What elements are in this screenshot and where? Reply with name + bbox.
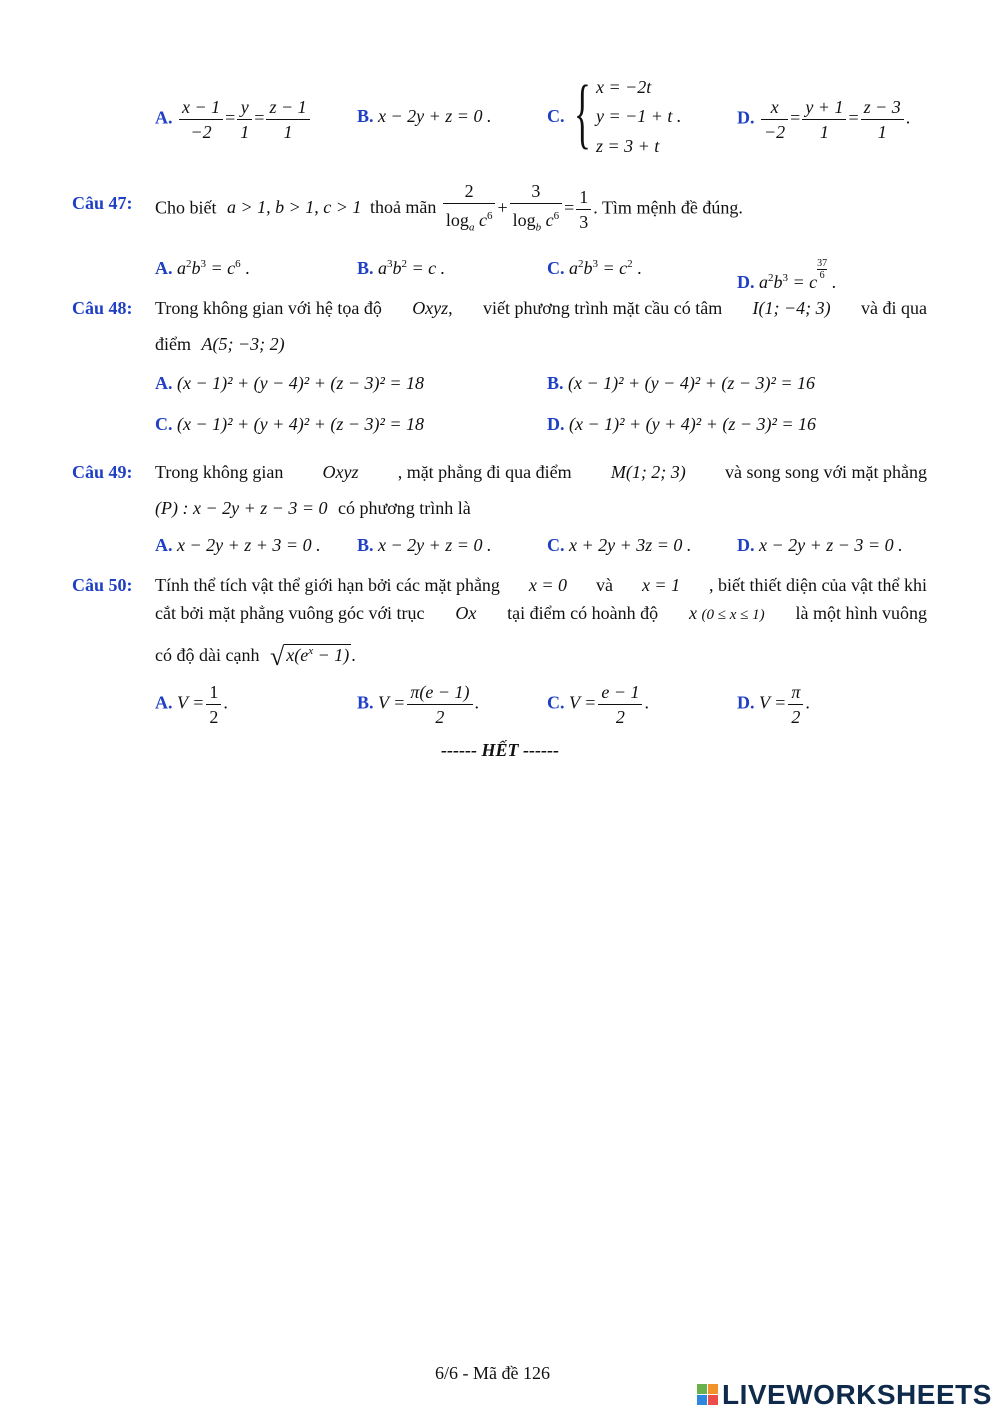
q48-option-b: B. (x − 1)² + (y − 4)² + (z − 3)² = 16	[547, 373, 816, 393]
q46-option-d: D. $\frac{x}{-2}$ = $\frac{y + 1}{1}$ = $\frac{z - 3}{1}$ .	[737, 97, 911, 142]
liveworksheets-logo-icon	[697, 1384, 719, 1406]
q49-option-d: D. x − 2y + z − 3 = 0 .	[737, 535, 903, 555]
system-line-3: z = 3 + t	[596, 136, 660, 156]
page-footer: 6/6 - Mã đề 126	[435, 1363, 550, 1383]
fraction: $\frac{\pi(e - 1)}{2}$	[407, 681, 472, 728]
q47-option-d: D. $a^2b^3 = c$ $\frac{37}{6}$ .	[737, 258, 837, 292]
system-line-2: y = −1 + t .	[596, 106, 682, 126]
q50-option-c: C. V = $\frac{e - 1}{2}$ .	[547, 682, 649, 727]
q46-option-b	[357, 106, 491, 127]
q46-option-c-system	[574, 69, 684, 160]
q48-option-c: C. (x − 1)² + (y + 4)² + (z − 3)² = 18	[155, 414, 425, 434]
q49-stem-line1: Trong không gian Oxyz , mặt phẳng đi qua điểm M(1; 2; 3) và song song với mặt phẳng	[155, 462, 927, 482]
q46-option-a: A. $\frac{x - 1}{-2}$ = $\frac{y}{1}$ = $\frac{z - 1}{1}$	[155, 96, 312, 143]
q50-option-a: A. V = $\frac{1}{2}$ .	[155, 682, 228, 727]
q50-label: Câu 50:	[72, 575, 133, 595]
q47-option-b: B. $a^3b^2 = c$ .	[357, 258, 446, 278]
end-marker: ------ HẾT ------	[441, 740, 559, 760]
sqrt-symbol: √	[269, 642, 285, 671]
fraction: $\frac{\pi}{2}$	[788, 681, 803, 728]
fraction: $\frac{y + 1}{1}$	[802, 96, 846, 143]
sqrt-content: $x(e^x - 1)$	[286, 645, 350, 665]
fraction: $\frac{1}{3}$	[576, 186, 591, 233]
q49-option-b: B. x − 2y + z = 0 .	[357, 535, 492, 555]
q50-stem-line1: Tính thể tích vật thể giới hạn bởi các mặt phẳng x = 0 và x = 1 , biết thiết diện của vật thể khi	[155, 575, 927, 595]
q50-option-d: D. V = $\frac{\pi}{2}$ .	[737, 682, 810, 727]
fraction-exponent: $\frac{37}{6}$	[817, 258, 828, 281]
fraction: $\frac{e - 1}{2}$	[598, 681, 642, 728]
q49-stem-line2: (P) : x − 2y + z − 3 = 0 có phương trình là	[155, 498, 471, 518]
brace-symbol: {	[574, 69, 591, 156]
option-a-label: A.	[155, 107, 173, 128]
q48-stem-line2: điểm A(5; −3; 2)	[155, 334, 285, 354]
fraction: $\frac{x}{-2}$	[761, 96, 788, 143]
q50-stem-line3: có độ dài cạnh √ $x(e^x - 1)$ .	[155, 642, 356, 671]
q49-option-c: C. x + 2y + 3z = 0 .	[547, 535, 692, 555]
q50-option-b: B. V = $\frac{\pi(e - 1)}{2}$ .	[357, 682, 479, 727]
q47-label: Câu 47:	[72, 193, 133, 213]
fraction: $\frac{x - 1}{-2}$	[179, 96, 223, 143]
q48-option-a: A. (x − 1)² + (y − 4)² + (z − 3)² = 18	[155, 373, 425, 393]
q46-option-c-label-wrap	[547, 106, 565, 127]
fraction: $\frac{1}{2}$	[206, 681, 221, 728]
fraction: $\frac{3}{\log_b c^6}$	[510, 180, 563, 239]
q49-label: Câu 49:	[72, 462, 133, 482]
option-c-label: C.	[547, 106, 565, 126]
q47-option-c: C. $a^2b^3 = c^2$ .	[547, 258, 642, 278]
option-b-text: x − 2y + z = 0 .	[378, 106, 492, 126]
q47-option-a: A. $a^2b^3 = c^6$ .	[155, 258, 250, 278]
fraction: $\frac{z - 1}{1}$	[266, 96, 309, 143]
system-line-1: x = −2t	[596, 77, 652, 97]
option-d-label: D.	[737, 107, 755, 128]
option-b-label: B.	[357, 106, 374, 126]
logo-text: LIVEWORKSHEETS	[722, 1379, 992, 1410]
fraction: $\frac{z - 3}{1}$	[861, 96, 904, 143]
q47-stem: Cho biết a > 1, b > 1, c > 1 thoả mãn $\frac{2}{\log_a c^6}$ + $\frac{3}{\log_b c^6}$ = $\frac{1}{3}$ . Tìm mệnh đề đúng.	[155, 180, 743, 239]
q48-option-d: D. (x − 1)² + (y + 4)² + (z − 3)² = 16	[547, 414, 817, 434]
liveworksheets-logo	[697, 1379, 992, 1411]
q50-stem-line2: cắt bởi mặt phẳng vuông góc với trục Ox tại điểm có hoành độ x (0 ≤ x ≤ 1) là một hình vuông	[155, 603, 927, 623]
q49-option-a: A. x − 2y + z + 3 = 0 .	[155, 535, 321, 555]
q48-label: Câu 48:	[72, 298, 133, 318]
q48-stem-line1: Trong không gian với hệ tọa độ Oxyz, viết phương trình mặt cầu có tâm I(1; −4; 3) và đi qua	[155, 298, 927, 318]
fraction: $\frac{y}{1}$	[237, 96, 252, 143]
fraction: $\frac{2}{\log_a c^6}$	[443, 180, 496, 239]
